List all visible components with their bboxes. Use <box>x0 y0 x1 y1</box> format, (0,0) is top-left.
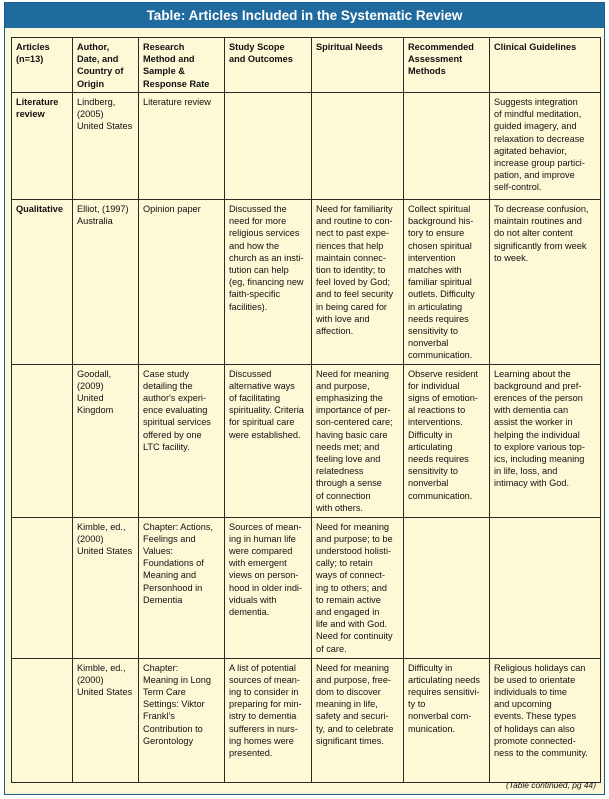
method-cell: Opinion paper <box>139 200 225 365</box>
systematic-review-table <box>11 37 601 783</box>
category-cell <box>12 517 73 658</box>
needs-cell: Need for meaning and purpose, free- dom to discover meaning in life, safety and securi- ty, and to celebrate significant times. <box>312 658 404 782</box>
method-cell: Literature review <box>139 93 225 200</box>
header-author: Author, Date, and Country of Origin <box>73 38 139 93</box>
author-cell: Elliot, (1997) Australia <box>73 200 139 365</box>
guidelines-cell: To decrease confusion, maintain routines and do not alter content significantly from week to week. <box>490 200 601 365</box>
author-cell: Goodall, (2009) United Kingdom <box>73 364 139 517</box>
method-cell: Case study detailing the author's experi- ence evaluating spiritual services offered by one LTC facility. <box>139 364 225 517</box>
article-page <box>4 2 605 795</box>
table-row <box>12 200 601 365</box>
header-needs: Spiritual Needs <box>312 38 404 93</box>
method-cell: Chapter: Meaning in Long Term Care Settings: Viktor Frankl's Contribution to Gerontology <box>139 658 225 782</box>
category-cell: Literature review <box>12 93 73 200</box>
header-method: Research Method and Sample & Response Rate <box>139 38 225 93</box>
table-row <box>12 93 601 200</box>
header-scope: Study Scope and Outcomes <box>225 38 312 93</box>
table-continued-note: (Table continued, pg 44) <box>505 780 596 790</box>
guidelines-cell: Learning about the background and pref- erences of the person with dementia can assist the worker in helping the individual to explore various top- ics, including meaning in life, loss, and intimacy with God. <box>490 364 601 517</box>
needs-cell: Need for meaning and purpose; to be understood holisti- cally; to retain ways of connect- ing to others; and to remain active and engaged in life and with God. Need for continuity of care. <box>312 517 404 658</box>
table-row <box>12 658 601 782</box>
assessment-cell: Difficulty in articulating needs requires sensitivi- ty to nonverbal com- munication. <box>404 658 490 782</box>
scope-cell <box>225 93 312 200</box>
table-row <box>12 517 601 658</box>
table-title: Table: Articles Included in the Systematic Review <box>5 3 604 28</box>
table-row <box>12 364 601 517</box>
category-cell <box>12 364 73 517</box>
assessment-cell <box>404 517 490 658</box>
assessment-cell: Observe resident for individual signs of emotion- al reactions to interventions. Difficulty in articulating needs requires sensitivity to nonverbal communication. <box>404 364 490 517</box>
assessment-cell <box>404 93 490 200</box>
scope-cell: Discussed alternative ways of facilitating spirituality. Criteria for spiritual care were established. <box>225 364 312 517</box>
table-header-row <box>12 38 601 93</box>
needs-cell <box>312 93 404 200</box>
category-cell <box>12 658 73 782</box>
author-cell: Kimble, ed., (2000) United States <box>73 517 139 658</box>
scope-cell: Discussed the need for more religious services and how the church as an insti- tution can help (eg, financing new faith-specific facilities). <box>225 200 312 365</box>
scope-cell: A list of potential sources of mean- ing to consider in preparing for min- istry to dementia sufferers in nurs- ing homes were presented. <box>225 658 312 782</box>
method-cell: Chapter: Actions, Feelings and Values: Foundations of Meaning and Personhood in Dementia <box>139 517 225 658</box>
guidelines-cell <box>490 517 601 658</box>
header-guidelines: Clinical Guidelines <box>490 38 601 93</box>
author-cell: Kimble, ed., (2000) United States <box>73 658 139 782</box>
assessment-cell: Collect spiritual background his- tory to ensure chosen spiritual intervention matches with familiar spiritual outlets. Difficulty in articulating needs requires sensitivity to nonverbal communication. <box>404 200 490 365</box>
needs-cell: Need for meaning and purpose, emphasizing the importance of per- son-centered care; having basic care needs met; and feeling love and relatedness through a sense of connection with others. <box>312 364 404 517</box>
scope-cell: Sources of mean- ing in human life were compared with emergent views on person- hood in older indi- viduals with dementia. <box>225 517 312 658</box>
header-assessment: Recommended Assessment Methods <box>404 38 490 93</box>
category-cell: Qualitative <box>12 200 73 365</box>
guidelines-cell: Religious holidays can be used to orientate individuals to time and upcoming events. These types of holidays can also promote connected- ness to the community. <box>490 658 601 782</box>
author-cell: Lindberg, (2005) United States <box>73 93 139 200</box>
guidelines-cell: Suggests integration of mindful meditation, guided imagery, and relaxation to decrease agitated behavior, increase group partici- pation, and improve self-control. <box>490 93 601 200</box>
header-articles: Articles (n=13) <box>12 38 73 93</box>
needs-cell: Need for familiarity and routine to con- nect to past expe- riences that help maintain connec- tion to identity; to feel loved by God; and to feel security in being cared for with love and affection. <box>312 200 404 365</box>
